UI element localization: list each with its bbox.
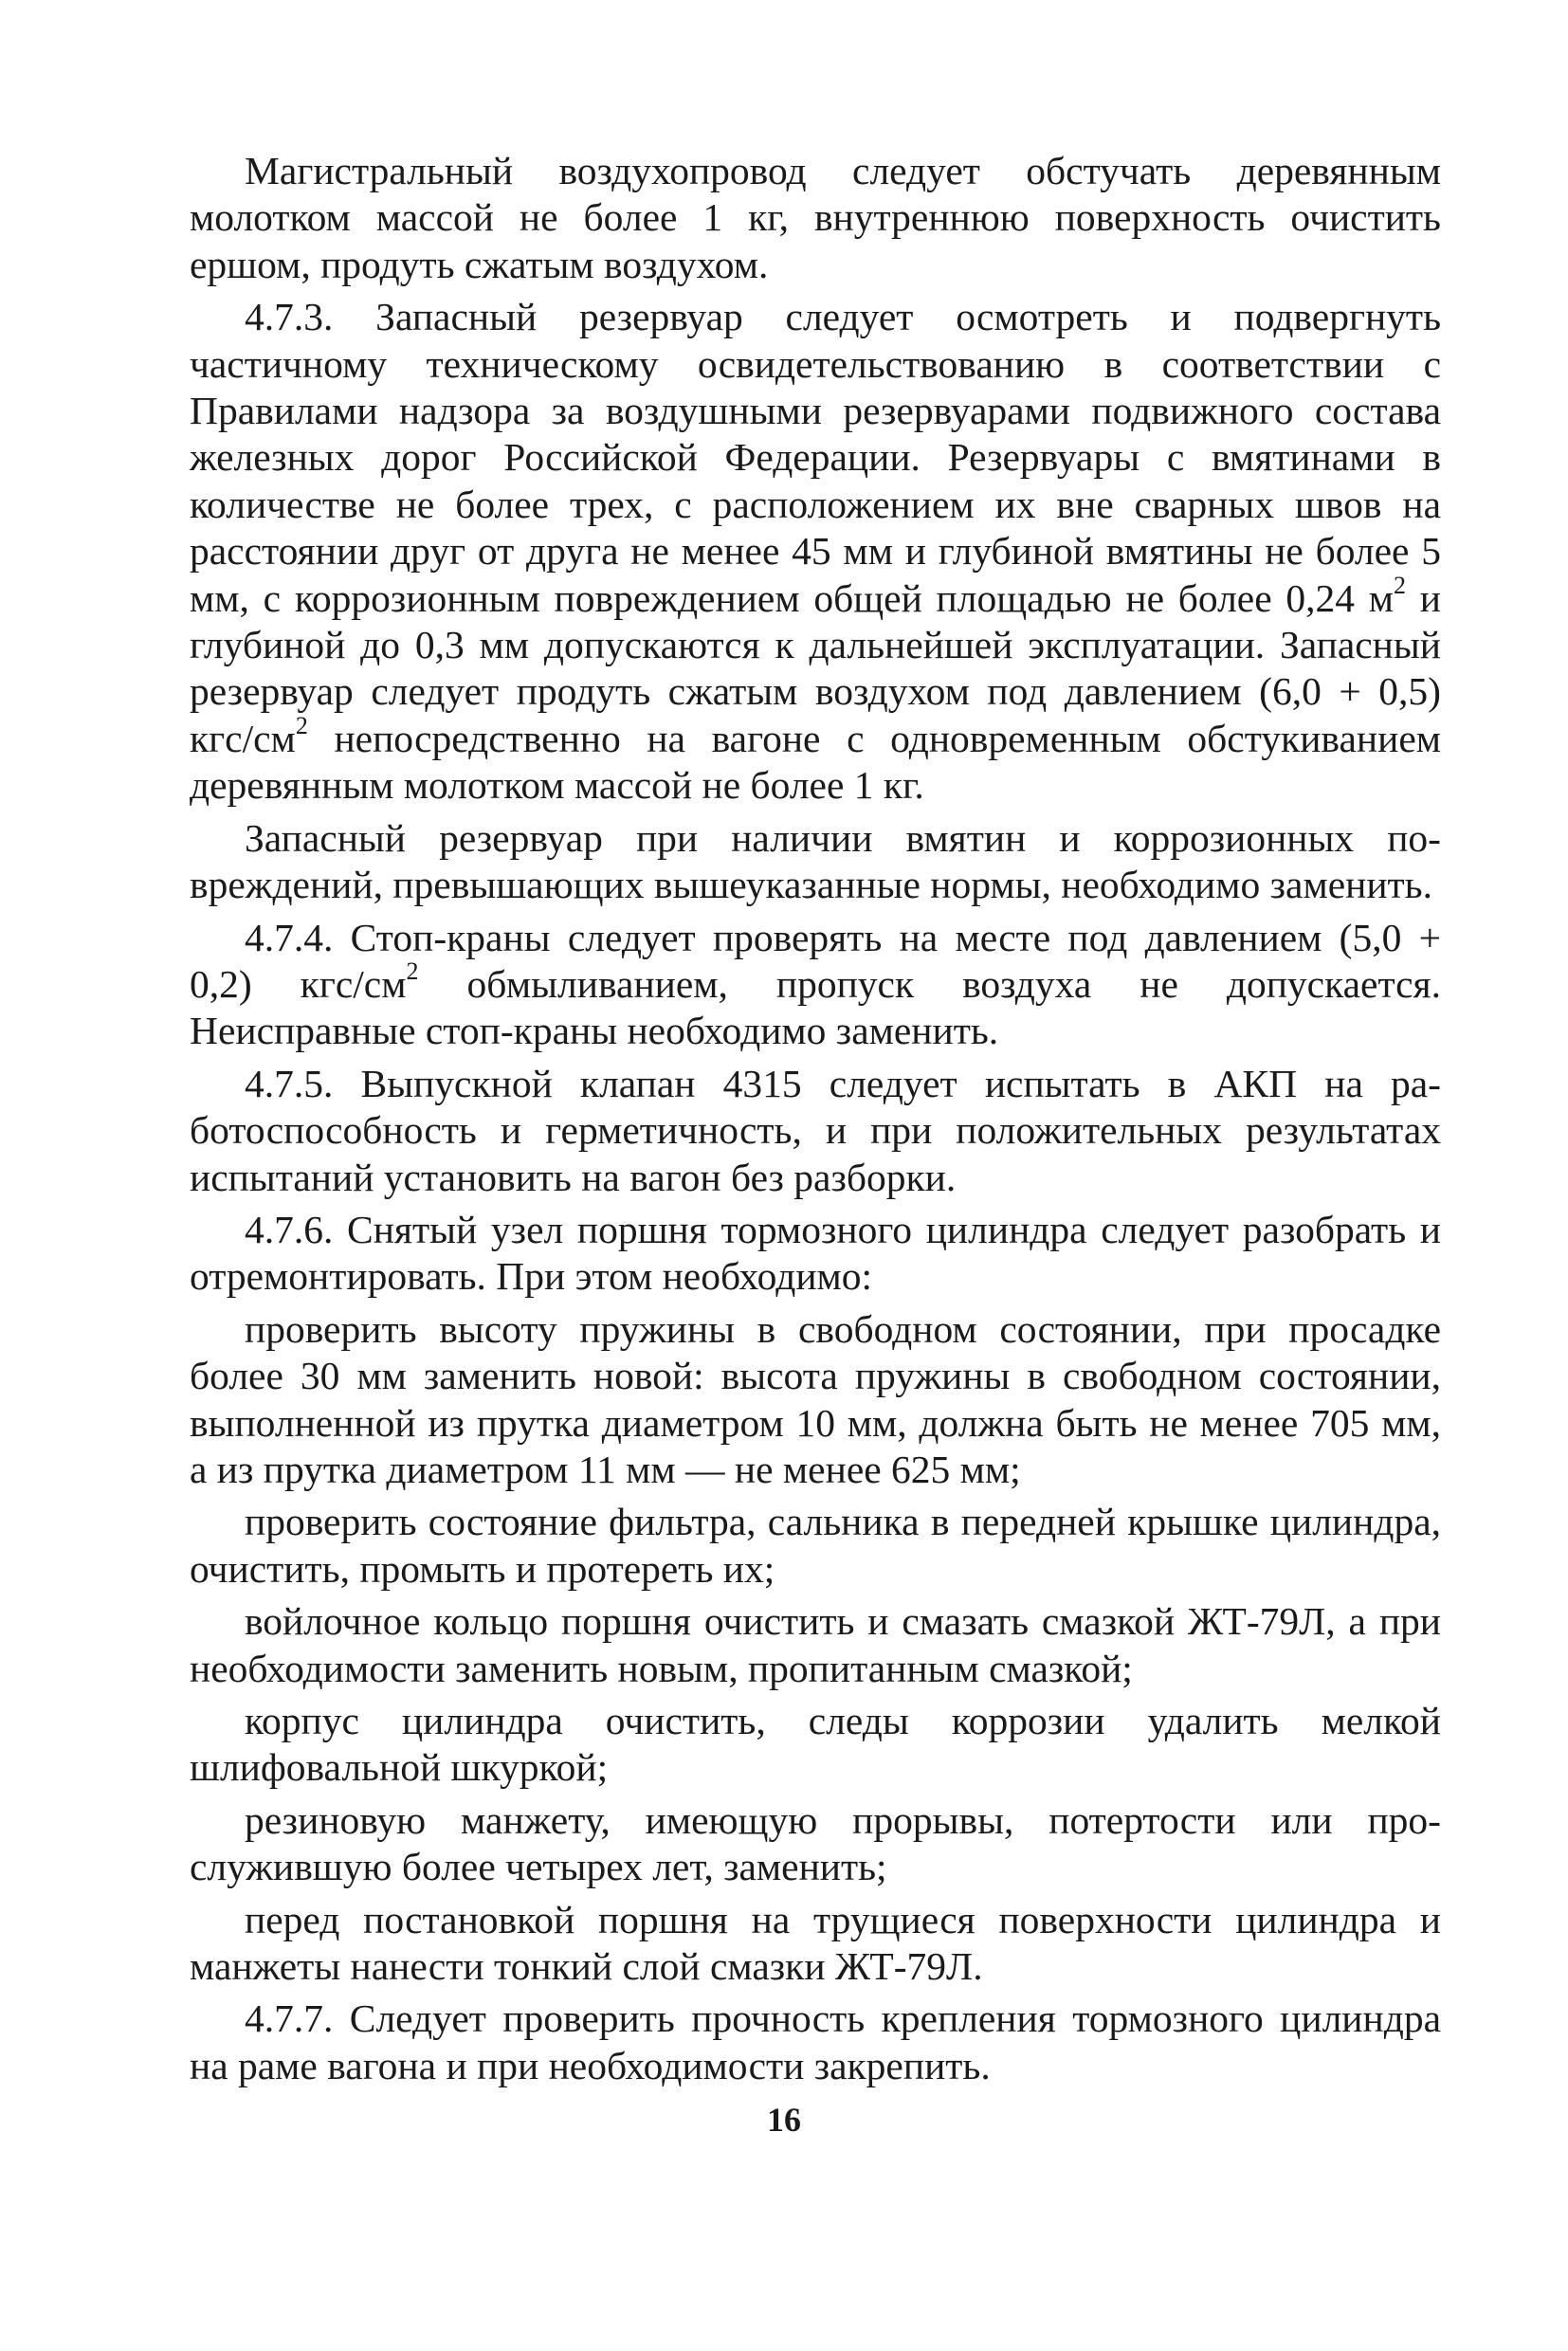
paragraph [190,1698,1441,1792]
paragraph [190,1897,1441,1991]
paragraph-text: перед постановкой поршня на трущиеся поверхности цилиндра и манжеты нанести тонкий слой смазки ЖТ-79Л. [190,1897,1441,1989]
paragraph-text: резиновую манжету, имеющую прорывы, потертости или прослужившую более четырех лет, заменить; [190,1797,1441,1889]
paragraph-text: 4.7.4. Стоп-краны следует проверять на месте под давлением (5,0 + 0,2) кгс/см [190,915,1441,1006]
paragraph-text: 4.7.6. Снятый узел поршня тормозного цилиндра следует разобрать и отремонтировать. При этом необходимо: [190,1207,1441,1299]
superscript: 2 [295,712,308,740]
paragraph-text: проверить высоту пружины в свободном состоянии, при просадке более 30 мм заменить новой: высота пружины в свободном состоянии, выполненной из прутка диаметром 10 мм, должна быть не менее 705 мм, а из прутка диаметром 11 мм — не менее 625 мм; [190,1306,1441,1491]
paragraph-text: 4.7.7. Следует проверить прочность крепления тормозного цилиндра на раме вагона и при необходимости закрепить. [190,1996,1441,2087]
paragraph [190,1598,1441,1692]
paragraph [190,815,1441,909]
paragraph [190,1061,1441,1201]
paragraph [190,294,1441,809]
paragraph [190,1207,1441,1301]
superscript: 2 [1394,571,1407,599]
paragraph-text: 4.7.5. Выпускной клапан 4315 следует испытать в АКП на работоспособность и герметичность, и при положительных результатах испытаний установить на вагон без разборки. [190,1061,1441,1199]
paragraph [190,915,1441,1055]
paragraph [190,1996,1441,2089]
paragraph-text: и глубиной до 0,3 мм допускаются к дальнейшей эксплуатации. Запасный резервуар следует продуть сжатым воздухом под давлением (6,0 + 0,5) кгс/см [190,575,1441,760]
paragraph-text: Запасный резервуар при наличии вмятин и коррозионных повреждений, превышающих вышеуказанные нормы, необходимо заменить. [190,815,1441,907]
paragraph-text: Магистральный воздухопровод следует обстучать деревянным молотком массой не более 1 кг, внутреннюю поверхность очистить ершом, продуть сжатым воздухом. [190,149,1441,286]
paragraph-text: войлочное кольцо поршня очистить и смазать смазкой ЖТ-79Л, а при необходимости заменить новым, пропитанным смазкой; [190,1599,1441,1690]
paragraph-text: корпус цилиндра очистить, следы коррозии удалить мелкой шлифовальной шкуркой; [190,1699,1441,1790]
superscript: 2 [406,957,419,986]
page-number: 16 [767,2101,801,2139]
paragraph-text: обмыливанием, пропуск воздуха не допускается. Неисправные стоп-краны необходимо заменить. [190,961,1441,1053]
paragraph [190,1499,1441,1593]
paragraph-text: проверить состояние фильтра, сальника в передней крышке цилиндра, очистить, промыть и протереть их; [190,1500,1441,1591]
paragraph [190,1797,1441,1891]
document-body [190,148,1441,2089]
paragraph-text: непосредственно на вагоне с одновременным обстукиванием деревянным молотком массой не более 1 кг. [190,716,1441,808]
paragraph-text: 4.7.3. Запасный резервуар следует осмотреть и подвергнуть частичному техническому освидетельствованию в соответствии с Правилами надзора за воздушными резервуарами подвижного состава железных дорог Российской Федерации. Резервуары с вмятинами в количестве не более трех, с расположением их вне сварных швов на расстоянии друг от друга не менее 45 мм и глубиной вмятины не более 5 мм, с коррозионным повреждением общей площадью не более 0,24 м [190,295,1441,620]
paragraph [190,1306,1441,1494]
paragraph [190,148,1441,288]
